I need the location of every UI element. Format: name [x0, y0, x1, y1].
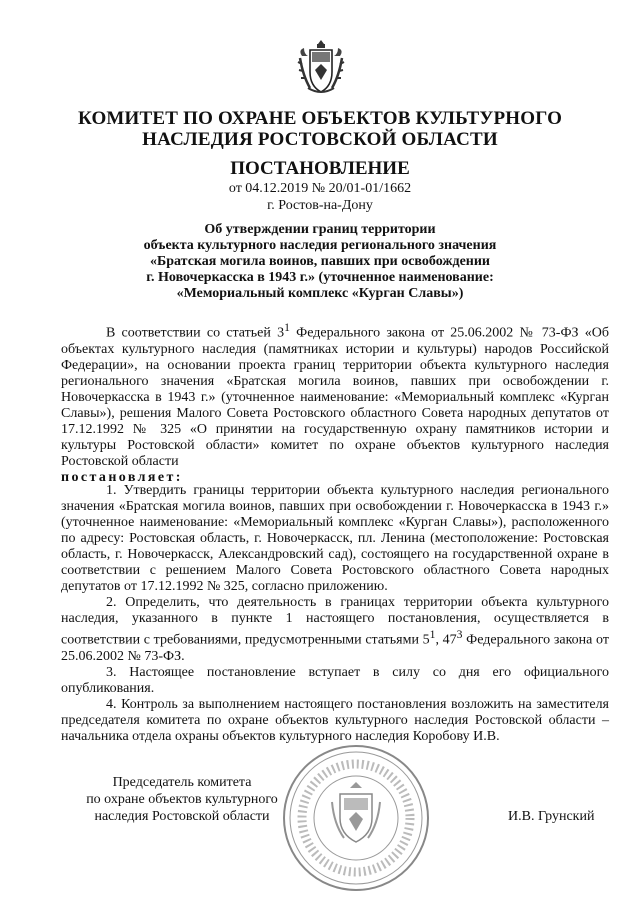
signer-position — [72, 774, 292, 825]
title-line: объекта культурного наследия регионального значения — [143, 238, 497, 253]
preamble-text-start: В соответствии со статьей 3 — [106, 325, 285, 341]
title-line: Об утверждении границ территории — [204, 222, 436, 237]
document-place: г. Ростов-на-Дону — [267, 198, 373, 213]
item-2 — [61, 595, 609, 665]
committee-name-line: КОМИТЕТ ПО ОХРАНЕ ОБЪЕКТОВ КУЛЬТУРНОГО — [77, 108, 563, 129]
document-date-number: от 04.12.2019 № 20/01-01/1662 — [228, 181, 412, 196]
resolves-text: постановляет: — [61, 469, 183, 485]
preamble-paragraph — [61, 320, 609, 470]
preamble-text-rest: Федерального закона от 25.06.2002 № 73-ФЗ «Об объектах культурного наследия (памятниках истории и культуры) народов Российской Федерации», на основании проекта границ территории объекта культурного наследия регионального значения «Братская могила воинов, павших при освобождении г. Новочеркасска в 1943 г.» (уточненное наименование: «Мемориальный комплекс «Курган Славы»), решения Малого Совета Ростовского областного Совета народных депутатов от 17.12.1992 № 325 «О принятии на государственную охрану памятников истории и культуры Ростовской области» комитет по охране объектов культурного наследия Ростовской области — [61, 325, 609, 469]
signer-name: И.В. Грунский — [508, 809, 595, 824]
title-line: «Мемориальный комплекс «Курган Славы») — [176, 286, 464, 301]
official-seal-icon — [280, 742, 432, 894]
item-3: 3. Настоящее постановление вступает в силу со дня его официального опубликования. — [61, 664, 609, 696]
preamble — [61, 320, 609, 486]
signer-position-line: Председатель комитета — [112, 775, 252, 790]
superscript: 3 — [456, 628, 463, 641]
committee-name-line: НАСЛЕДИЯ РОСТОВСКОЙ ОБЛАСТИ — [142, 129, 498, 150]
superscript: 1 — [429, 628, 436, 641]
signer-position-line: по охране объектов культурного — [86, 792, 278, 807]
item-1: 1. Утвердить границы территории объекта культурного наследия регионального значения «Братская могила воинов, павших при освобождении г. Новочеркасска в 1943 г.» (уточненное наименование: «Мемориальный комплекс «Курган Славы»), расположенного по адресу: Ростовская область, г. Новочеркасск, пл. Ленина (местоположение: Ростовская область, г. Новочеркасск, Александровский сад), состоящего на государственной охране в соответствии с решением Малого Совета Ростовского областного Совета народных депутатов от 17.12.1992 № 325, согласно приложению. — [61, 483, 609, 594]
item-4: 4. Контроль за выполнением настоящего постановления возложить на заместителя председателя комитета по охране объектов культурного наследия Ростовской области – начальника отдела охраны объектов культурного наследия Коробову И.В. — [61, 696, 609, 744]
item-2-text-c: Федерального закона от 25.06.2002 № 73-ФЗ. — [61, 632, 609, 664]
document-title — [96, 222, 544, 302]
title-line: «Братская могила воинов, павших при освобождении — [149, 254, 491, 269]
title-line: г. Новочеркасска в 1943 г.» (уточненное наименование: — [146, 270, 494, 285]
superscript: 1 — [284, 321, 290, 334]
item-2-text-a: 2. Определить, что деятельность в границах территории объекта культурного наследия, указанного в пункте 1 настоящего постановления, осуществляется в соответствии с требованиями, предусмотренными статьями 5 — [61, 595, 609, 648]
document-meta — [60, 180, 580, 214]
signer-position-line: наследия Ростовской области — [94, 809, 270, 824]
committee-name — [60, 108, 580, 150]
item-2-text-b: , 47 — [435, 632, 457, 648]
coat-of-arms-icon — [296, 38, 346, 96]
resolution-items — [61, 483, 609, 745]
document-type: ПОСТАНОВЛЕНИЕ — [230, 158, 410, 179]
